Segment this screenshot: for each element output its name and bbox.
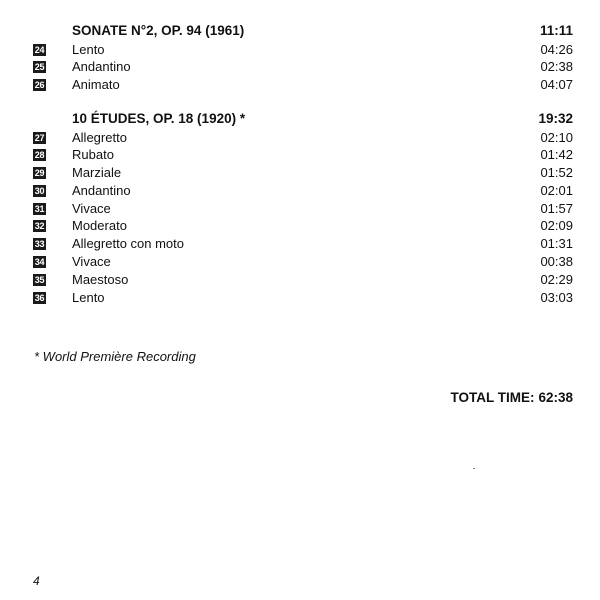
track-row (33, 146, 573, 164)
track-row (33, 76, 573, 94)
footnote: * World Première Recording (34, 349, 196, 364)
section-10-etudes (33, 110, 573, 306)
section-total-time: 11:11 (539, 23, 573, 38)
track-number-badge: 30 (34, 185, 45, 196)
section-total-time: 19:32 (538, 111, 573, 126)
track-time: 01:42 (540, 147, 573, 163)
track-row (33, 217, 573, 235)
track-number-badge: 29 (34, 168, 45, 179)
track-number-badge: 34 (34, 257, 45, 268)
track-time: 02:09 (540, 218, 573, 234)
track-title: Vivace (72, 200, 111, 216)
track-title: Allegretto (72, 129, 127, 145)
track-time: 01:31 (540, 236, 573, 252)
track-time: 02:01 (540, 182, 573, 198)
track-number-badge: 32 (34, 221, 45, 232)
track-number-badge: 24 (34, 44, 45, 55)
track-title: Moderato (72, 218, 127, 234)
track-title: Allegretto con moto (72, 236, 185, 252)
track-title: Animato (72, 77, 120, 93)
track-time: 02:29 (540, 271, 573, 287)
track-row (33, 253, 573, 271)
track-row (33, 164, 573, 182)
track-title: Maestoso (72, 271, 129, 287)
track-row (33, 58, 573, 76)
section-sonate-2 (33, 22, 573, 94)
track-number-badge: 36 (34, 292, 45, 303)
track-title: Lento (72, 289, 105, 305)
track-time: 02:10 (540, 129, 573, 145)
section-heading (33, 22, 573, 41)
track-time: 02:38 (540, 59, 573, 75)
track-title: Rubato (72, 147, 114, 163)
track-row (33, 271, 573, 289)
track-row (33, 235, 573, 253)
track-row (33, 129, 573, 147)
track-title: Andantino (72, 182, 131, 198)
track-time: 00:38 (540, 254, 573, 270)
track-time: 04:07 (540, 77, 573, 93)
track-number-badge: 28 (34, 150, 45, 161)
track-title: Andantino (72, 59, 131, 75)
section-title: 10 ÉTUDES, OP. 18 (1920) * (72, 111, 246, 126)
track-row (33, 182, 573, 200)
track-time: 01:52 (540, 165, 573, 181)
total-time-label: TOTAL TIME: (450, 390, 535, 405)
track-number-badge: 33 (34, 239, 45, 250)
track-title: Lento (72, 41, 105, 57)
track-row (33, 200, 573, 218)
total-time-value: 62:38 (538, 390, 573, 405)
section-title: SONATE N°2, OP. 94 (1961) (72, 23, 245, 38)
track-number-badge: 25 (34, 62, 45, 73)
total-time (450, 390, 573, 405)
track-row (33, 289, 573, 307)
track-title: Vivace (72, 254, 111, 270)
track-time: 03:03 (540, 289, 573, 305)
track-number-badge: 31 (34, 203, 45, 214)
track-time: 01:57 (540, 200, 573, 216)
track-row (33, 41, 573, 59)
section-heading (33, 110, 573, 129)
track-number-badge: 26 (34, 80, 45, 91)
page-number: 4 (33, 574, 40, 588)
track-title: Marziale (72, 165, 122, 181)
print-speck (473, 468, 475, 469)
track-number-badge: 27 (34, 132, 45, 143)
track-time: 04:26 (540, 41, 573, 57)
track-number-badge: 35 (34, 274, 45, 285)
